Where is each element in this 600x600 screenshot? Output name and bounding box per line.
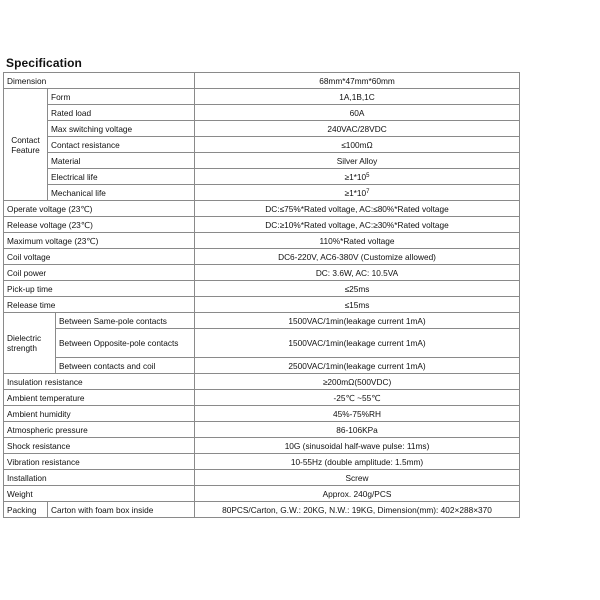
row-pickup-time bbox=[4, 281, 520, 297]
packing-sub-label: Carton with foam box inside bbox=[48, 502, 195, 518]
weight-value: Approx. 240g/PCS bbox=[195, 486, 520, 502]
row-dielectric-contacts-coil bbox=[4, 358, 520, 374]
packing-value: 80PCS/Carton, G.W.: 20KG, N.W.: 19KG, Dimension(mm): 402×288×370 bbox=[195, 502, 520, 518]
rated-load-label: Rated load bbox=[48, 105, 195, 121]
spec-title: Specification bbox=[6, 56, 82, 70]
max-switching-voltage-value: 240VAC/28VDC bbox=[195, 121, 520, 137]
vibration-resistance-value: 10-55Hz (double amplitude: 1.5mm) bbox=[195, 454, 520, 470]
electrical-life-base: ≥1*10 bbox=[344, 171, 367, 182]
row-release-voltage bbox=[4, 217, 520, 233]
row-dielectric-same-pole bbox=[4, 313, 520, 329]
row-mechanical-life bbox=[4, 185, 520, 201]
dimension-label: Dimension bbox=[4, 73, 195, 89]
row-ambient-humidity bbox=[4, 406, 520, 422]
atmospheric-pressure-label: Atmospheric pressure bbox=[4, 422, 195, 438]
mechanical-life-base: ≥1*10 bbox=[344, 187, 367, 198]
contact-resistance-label: Contact resistance bbox=[48, 137, 195, 153]
dielectric-contacts-coil-label: Between contacts and coil bbox=[56, 358, 195, 374]
row-vibration-resistance bbox=[4, 454, 520, 470]
coil-power-value: DC: 3.6W, AC: 10.5VA bbox=[195, 265, 520, 281]
material-value: Silver Alloy bbox=[195, 153, 520, 169]
mechanical-life-exponent: 7 bbox=[366, 188, 370, 195]
electrical-life-label: Electrical life bbox=[48, 169, 195, 185]
dielectric-opposite-pole-label: Between Opposite-pole contacts bbox=[56, 329, 195, 358]
release-time-label: Release time bbox=[4, 297, 195, 313]
rated-load-value: 60A bbox=[195, 105, 520, 121]
ambient-temperature-label: Ambient temperature bbox=[4, 390, 195, 406]
max-switching-voltage-label: Max switching voltage bbox=[48, 121, 195, 137]
form-value: 1A,1B,1C bbox=[195, 89, 520, 105]
row-operate-voltage bbox=[4, 201, 520, 217]
dielectric-contacts-coil-value: 2500VAC/1min(leakage current 1mA) bbox=[195, 358, 520, 374]
row-dielectric-opposite-pole bbox=[4, 329, 520, 358]
installation-label: Installation bbox=[4, 470, 195, 486]
row-atmospheric-pressure bbox=[4, 422, 520, 438]
row-weight bbox=[4, 486, 520, 502]
atmospheric-pressure-value: 86-106KPa bbox=[195, 422, 520, 438]
release-voltage-label: Release voltage (23℃) bbox=[4, 217, 195, 233]
row-form bbox=[4, 89, 520, 105]
weight-label: Weight bbox=[4, 486, 195, 502]
row-coil-power bbox=[4, 265, 520, 281]
ambient-temperature-value: -25℃ ~55℃ bbox=[195, 390, 520, 406]
electrical-life-exponent: 5 bbox=[366, 172, 370, 179]
insulation-resistance-label: Insulation resistance bbox=[4, 374, 195, 390]
electrical-life-value bbox=[195, 169, 520, 185]
dielectric-same-pole-label: Between Same-pole contacts bbox=[56, 313, 195, 329]
operate-voltage-value: DC:≤75%*Rated voltage, AC:≤80%*Rated voltage bbox=[195, 201, 520, 217]
pickup-time-value: ≤25ms bbox=[195, 281, 520, 297]
dielectric-opposite-pole-value: 1500VAC/1min(leakage current 1mA) bbox=[195, 329, 520, 358]
maximum-voltage-value: 110%*Rated voltage bbox=[195, 233, 520, 249]
row-insulation-resistance bbox=[4, 374, 520, 390]
spec-table bbox=[3, 72, 520, 518]
operate-voltage-label: Operate voltage (23℃) bbox=[4, 201, 195, 217]
insulation-resistance-value: ≥200mΩ(500VDC) bbox=[195, 374, 520, 390]
release-voltage-value: DC:≥10%*Rated voltage, AC:≥30%*Rated voltage bbox=[195, 217, 520, 233]
row-installation bbox=[4, 470, 520, 486]
material-label: Material bbox=[48, 153, 195, 169]
installation-value: Screw bbox=[195, 470, 520, 486]
row-max-switching-voltage bbox=[4, 121, 520, 137]
row-contact-resistance bbox=[4, 137, 520, 153]
row-material bbox=[4, 153, 520, 169]
ambient-humidity-value: 45%-75%RH bbox=[195, 406, 520, 422]
pickup-time-label: Pick-up time bbox=[4, 281, 195, 297]
row-dimension bbox=[4, 73, 520, 89]
vibration-resistance-label: Vibration resistance bbox=[4, 454, 195, 470]
row-maximum-voltage bbox=[4, 233, 520, 249]
shock-resistance-value: 10G (sinusoidal half-wave pulse: 11ms) bbox=[195, 438, 520, 454]
maximum-voltage-label: Maximum voltage (23℃) bbox=[4, 233, 195, 249]
coil-power-label: Coil power bbox=[4, 265, 195, 281]
row-packing bbox=[4, 502, 520, 518]
form-label: Form bbox=[48, 89, 195, 105]
mechanical-life-value bbox=[195, 185, 520, 201]
row-shock-resistance bbox=[4, 438, 520, 454]
contact-resistance-value: ≤100mΩ bbox=[195, 137, 520, 153]
coil-voltage-label: Coil voltage bbox=[4, 249, 195, 265]
shock-resistance-label: Shock resistance bbox=[4, 438, 195, 454]
packing-label: Packing bbox=[4, 502, 48, 518]
dielectric-strength-label: Dielectric strength bbox=[4, 313, 56, 374]
row-ambient-temperature bbox=[4, 390, 520, 406]
release-time-value: ≤15ms bbox=[195, 297, 520, 313]
dimension-value: 68mm*47mm*60mm bbox=[195, 73, 520, 89]
ambient-humidity-label: Ambient humidity bbox=[4, 406, 195, 422]
row-rated-load bbox=[4, 105, 520, 121]
row-coil-voltage bbox=[4, 249, 520, 265]
contact-feature-label: Contact Feature bbox=[4, 89, 48, 201]
row-release-time bbox=[4, 297, 520, 313]
dielectric-same-pole-value: 1500VAC/1min(leakage current 1mA) bbox=[195, 313, 520, 329]
coil-voltage-value: DC6-220V, AC6-380V (Customize allowed) bbox=[195, 249, 520, 265]
row-electrical-life bbox=[4, 169, 520, 185]
mechanical-life-label: Mechanical life bbox=[48, 185, 195, 201]
